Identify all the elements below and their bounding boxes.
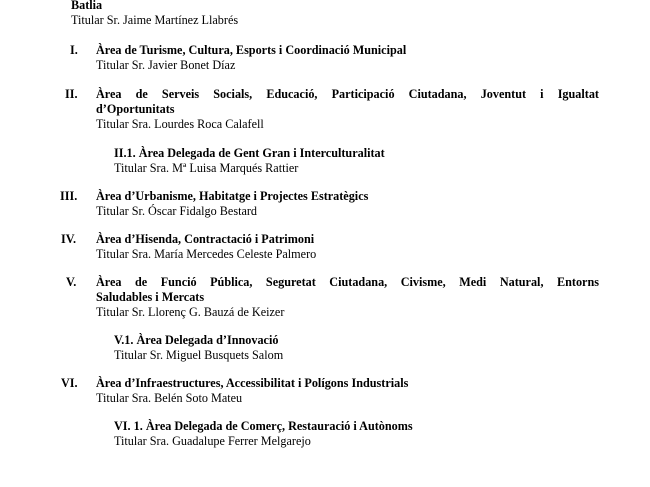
area-number-ii: II. xyxy=(65,87,78,101)
area-v xyxy=(96,275,599,320)
area-v-1-holder: Titular Sr. Miguel Busquets Salom xyxy=(114,348,284,362)
area-ii-title-line2: d’Oportunitats xyxy=(96,102,175,116)
batlia-holder: Titular Sr. Jaime Martínez Llabrés xyxy=(71,13,239,27)
area-number-v: V. xyxy=(66,275,77,289)
area-number-iv: IV. xyxy=(61,232,77,246)
batlia-section xyxy=(71,0,238,28)
area-i xyxy=(96,43,406,73)
area-iii xyxy=(96,189,368,219)
area-vi-1-title: VI. 1. Àrea Delegada de Comerç, Restauració i Autònoms xyxy=(114,419,413,433)
area-iv-title: Àrea d’Hisenda, Contractació i Patrimoni xyxy=(96,232,315,246)
batlia-title: Batlia xyxy=(71,0,103,12)
area-i-title: Àrea de Turisme, Cultura, Esports i Coordinació Municipal xyxy=(96,43,407,57)
area-v-1-title: V.1. Àrea Delegada d’Innovació xyxy=(114,333,279,347)
area-v-title-line2: Saludables i Mercats xyxy=(96,290,205,304)
area-v-title-line1: Àrea de Funció Pública, Seguretat Ciutadana, Civisme, Medi Natural, Entorns xyxy=(96,275,599,289)
area-ii-title-line1: Àrea de Serveis Socials, Educació, Participació Ciutadana, Joventut i Igualtat xyxy=(96,87,599,101)
area-iii-holder: Titular Sr. Óscar Fidalgo Bestard xyxy=(96,204,258,218)
area-i-holder: Titular Sr. Javier Bonet Díaz xyxy=(96,58,236,72)
area-iv xyxy=(96,232,316,262)
area-ii-holder: Titular Sra. Lourdes Roca Calafell xyxy=(96,117,264,131)
area-ii-1 xyxy=(114,146,385,176)
area-number-iii: III. xyxy=(60,189,78,203)
area-vi-title: Àrea d’Infraestructures, Accessibilitat i Polígons Industrials xyxy=(96,376,409,390)
area-ii-1-holder: Titular Sra. Mª Luisa Marqués Rattier xyxy=(114,161,299,175)
area-v-holder: Titular Sr. Llorenç G. Bauzá de Keizer xyxy=(96,305,285,319)
area-iii-title: Àrea d’Urbanisme, Habitatge i Projectes Estratègics xyxy=(96,189,369,203)
area-number-vi: VI. xyxy=(61,376,78,390)
area-iv-holder: Titular Sra. María Mercedes Celeste Palmero xyxy=(96,247,317,261)
area-ii xyxy=(96,87,599,132)
area-vi-holder: Titular Sra. Belén Soto Mateu xyxy=(96,391,243,405)
area-number-i: I. xyxy=(70,43,78,57)
area-vi xyxy=(96,376,408,406)
area-v-1 xyxy=(114,333,283,363)
area-vi-1-holder: Titular Sra. Guadalupe Ferrer Melgarejo xyxy=(114,434,311,448)
area-vi-1 xyxy=(114,419,413,449)
area-ii-1-title: II.1. Àrea Delegada de Gent Gran i Interculturalitat xyxy=(114,146,385,160)
